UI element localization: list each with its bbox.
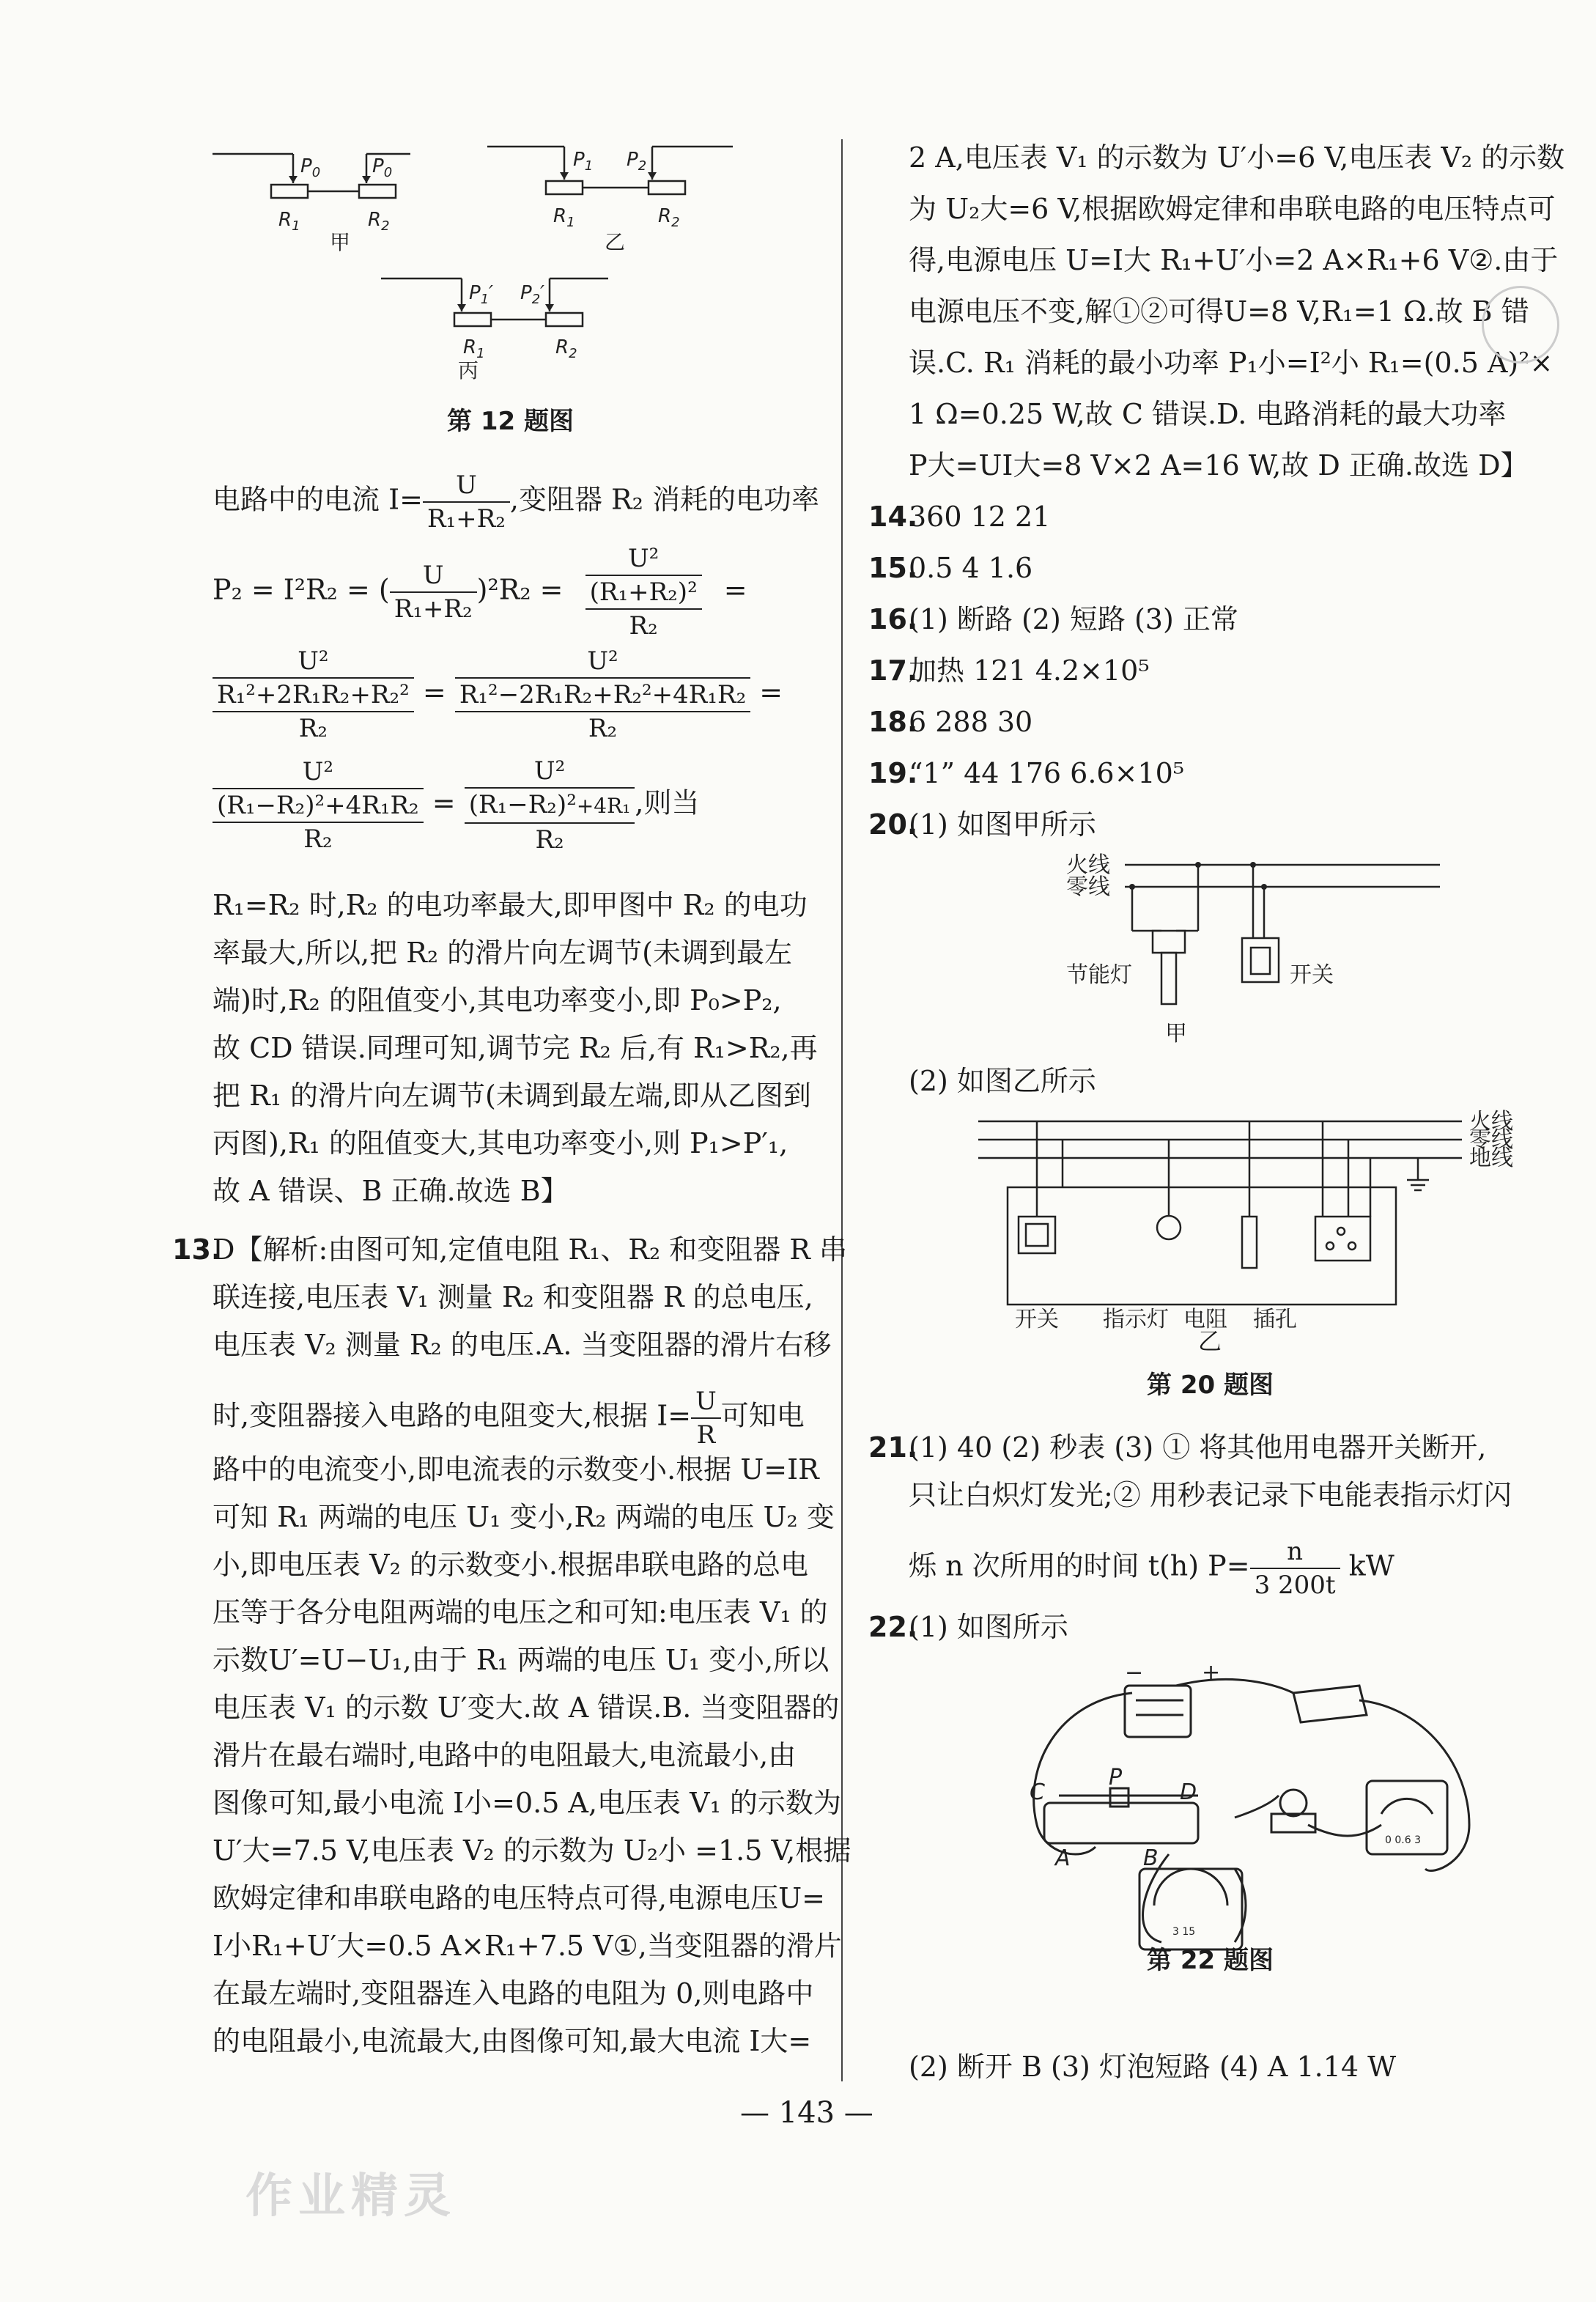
text: 时,变阻器接入电路的电阻变大,根据 I= — [213, 1399, 692, 1432]
fig22-plus-label: + — [1202, 1660, 1221, 1686]
text: ,变阻器 R₂ 消耗的电功率 — [509, 483, 819, 516]
fig12-bing-label: 丙 — [458, 358, 479, 383]
corner-stamp — [1482, 286, 1559, 364]
q13-line-a: D【解析:由图可知,定值电阻 R₁、R₂ 和变阻器 R 串 — [213, 1233, 847, 1266]
q13-line-d — [213, 1385, 805, 1451]
answer-21-number: 21. — [868, 1431, 918, 1464]
right-line-1: 2 A,电压表 V₁ 的示数为 U′小=6 V,电压表 V₂ 的示数 — [909, 141, 1565, 174]
text: kW — [1340, 1549, 1394, 1582]
fig12-p2prime-label: $P_2'$ — [520, 282, 545, 307]
q13-line-h: 压等于各分电阻两端的电压之和可知:电压表 V₁ 的 — [213, 1596, 828, 1628]
fig22-meter-scale-2: 3 15 — [1172, 1926, 1196, 1938]
answer-16: (1) 断路 (2) 短路 (3) 正常 — [909, 603, 1238, 635]
text: = — [432, 786, 456, 819]
q13-line-f: 可知 R₁ 两端的电压 U₁ 变小,R₂ 两端的电压 U₂ 变 — [213, 1501, 835, 1533]
question-13-number: 13. — [172, 1233, 222, 1266]
answer-14: 360 12 21 — [909, 501, 1051, 533]
fig22-b-label: B — [1143, 1845, 1159, 1871]
answer-16-number: 16. — [868, 603, 918, 635]
fig22-p-label: P — [1109, 1765, 1123, 1790]
fraction: $\frac{U}{R}$ — [691, 1385, 721, 1451]
answer-18: 6 288 30 — [909, 706, 1033, 738]
left-para-2: 率最大,所以,把 R₂ 的滑片向左调节(未调到最左 — [213, 937, 792, 969]
answer-20-part-2: (2) 如图乙所示 — [909, 1065, 1096, 1097]
q13-line-o: I小R₁+U′大=0.5 A×R₁+7.5 V①,当变阻器的滑片 — [213, 1930, 842, 1962]
fig20b-lingxian-label: 零线 — [1469, 1127, 1513, 1153]
answer-22-part-1: (1) 如图所示 — [909, 1611, 1068, 1643]
fraction: U² R₁²−2R₁R₂+R₂²+4R₁R₂ R₂ — [455, 645, 750, 745]
left-line-3 — [213, 645, 783, 745]
fig12-p0-label: $P_0$ — [300, 155, 321, 180]
page-number: — 143 — — [740, 2096, 873, 2130]
fraction: U² (R₁−R₂)²+4R₁R₂ R₂ — [213, 756, 424, 855]
fig12-r2-label-yi: $R_2$ — [658, 205, 680, 230]
fig12-p2-label: $P_2$ — [627, 149, 647, 174]
q13-line-c: 电压表 V₂ 测量 R₂ 的电压.A. 当变阻器的滑片右移 — [213, 1329, 832, 1361]
answer-19-number: 19. — [868, 757, 918, 789]
left-para-7: 故 A 错误、B 正确.故选 B】 — [213, 1175, 569, 1207]
right-line-4: 电源电压不变,解①②可得U=8 V,R₁=1 Ω.故 B 错 — [909, 295, 1529, 328]
fig12-r2-label: $R_2$ — [368, 209, 390, 234]
fig20a-huoxian-label: 火线 — [1066, 852, 1110, 878]
answer-17: 加热 121 4.2×10⁵ — [909, 654, 1150, 687]
answer-22-number: 22. — [868, 1611, 918, 1643]
right-line-2: 为 U₂大=6 V,根据欧姆定律和串联电路的电压特点可 — [909, 193, 1556, 225]
fig20-caption: 第 20 题图 — [1147, 1370, 1274, 1400]
right-line-5: 误.C. R₁ 消耗的最小功率 P₁小=I²小 R₁=(0.5 A)²× — [909, 347, 1553, 379]
left-para-5: 把 R₁ 的滑片向左调节(未调到最左端,即从乙图到 — [213, 1080, 811, 1112]
text: )²R₂ = — [476, 573, 564, 606]
fig20b-dixian-label: 地线 — [1469, 1146, 1513, 1171]
q13-line-j: 电压表 V₁ 的示数 U′变大.故 A 错误.B. 当变阻器的 — [213, 1692, 840, 1724]
q13-line-g: 小,即电压表 V₂ 的示数变小.根据串联电路的总电 — [213, 1549, 808, 1581]
answer-19: “1” 44 176 6.6×10⁵ — [909, 757, 1185, 789]
fig20-jia-circuit — [1066, 843, 1447, 1063]
fig12-r1-label-yi: $R_1$ — [553, 205, 575, 230]
text: 可知电 — [720, 1399, 805, 1432]
fig20a-kaiguan-label: 开关 — [1290, 962, 1334, 988]
fraction: U² (R₁−R₂)²+4R₁ R₂ — [465, 755, 635, 856]
fig12-jia-label: 甲 — [330, 230, 351, 254]
text: = — [759, 676, 783, 709]
fig20b-dianzu-label: 电阻 — [1183, 1307, 1227, 1332]
fig20a-jienengdeng-label: 节能灯 — [1066, 962, 1132, 988]
left-line-2 — [213, 542, 747, 642]
answer-21-line-2: 只让白炽灯发光;② 用秒表记录下电能表指示灯闪 — [909, 1479, 1512, 1511]
text: 电路中的电流 I= — [213, 483, 423, 516]
left-para-4: 故 CD 错误.同理可知,调节完 R₂ 后,有 R₁>R₂,再 — [213, 1032, 818, 1064]
q13-line-l: 图像可知,最小电流 I小=0.5 A,电压表 V₁ 的示数为 — [213, 1787, 841, 1819]
right-line-7: P大=UI大=8 V×2 A=16 W,故 D 正确.故选 D】 — [909, 449, 1529, 482]
fig20b-huoxian-label: 火线 — [1469, 1109, 1513, 1135]
text: = — [723, 573, 747, 606]
fig22-circuit-photo — [1015, 1656, 1513, 1949]
fig12-circuit-diagram — [213, 139, 828, 383]
fig12-p1-label: $P_1$ — [573, 149, 594, 174]
left-para-1: R₁=R₂ 时,R₂ 的电功率最大,即甲图中 R₂ 的电功 — [213, 889, 808, 921]
fig22-c-label: C — [1030, 1779, 1045, 1805]
fig20a-jia-label: 甲 — [1165, 1021, 1187, 1047]
answer-20-part-1: (1) 如图甲所示 — [909, 808, 1096, 841]
answer-14-number: 14. — [868, 501, 918, 533]
q13-line-i: 示数U′=U−U₁,由于 R₁ 两端的电压 U₁ 变小,所以 — [213, 1644, 830, 1676]
q13-line-k: 滑片在最右端时,电路中的电阻最大,电流最小,由 — [213, 1739, 797, 1771]
answer-22-part-2: (2) 断开 B (3) 灯泡短路 (4) A 1.14 W — [909, 2051, 1397, 2083]
left-line-4 — [213, 755, 700, 856]
fraction: $\frac{U}{\text{R₁+R₂}}$ — [423, 469, 510, 535]
answer-15-number: 15. — [868, 552, 918, 584]
fig20b-chakong-label: 插孔 — [1253, 1307, 1297, 1332]
fig20b-zhishideng-label: 指示灯 — [1103, 1307, 1169, 1332]
left-line-1 — [213, 469, 819, 535]
right-line-3: 得,电源电压 U=I大 R₁+U′小=2 A×R₁+6 V②.由于 — [909, 244, 1559, 276]
fig20-yi-circuit — [964, 1107, 1521, 1332]
q13-line-b: 联连接,电压表 V₁ 测量 R₂ 和变阻器 R 的总电压, — [213, 1281, 813, 1313]
answer-18-number: 18. — [868, 706, 918, 738]
q13-line-e: 路中的电流变小,即电流表的示数变小.根据 U=IR — [213, 1453, 819, 1486]
q13-line-q: 的电阻最小,电流最大,由图像可知,最大电流 I大= — [213, 2025, 812, 2057]
fig22-meter-scale-1: 0 0.6 3 — [1385, 1834, 1421, 1846]
text: ,则当 — [635, 786, 700, 819]
fraction: $\frac{n}{3 200t}$ — [1250, 1535, 1340, 1601]
watermark: 作业精灵 — [245, 2169, 457, 2224]
fig22-minus-label: − — [1125, 1660, 1144, 1686]
fig22-caption: 第 22 题图 — [1147, 1946, 1274, 1975]
fig22-d-label: D — [1180, 1779, 1197, 1805]
left-para-3: 端)时,R₂ 的阻值变小,其电功率变小,即 P₀>P₂, — [213, 984, 782, 1017]
fraction: U² R₁²+2R₁R₂+R₂² R₂ — [213, 645, 414, 745]
fig12-p0-label-2: $P_0$ — [372, 155, 393, 180]
fraction: $\frac{U}{\text{R₁+R₂}}$ — [390, 559, 477, 625]
fig20b-yi-label: 乙 — [1198, 1327, 1222, 1355]
q13-line-n: 欧姆定律和串联电路的电压特点可得,电源电压U= — [213, 1882, 825, 1914]
text: P₂ = I²R₂ = ( — [213, 573, 390, 606]
text: 烁 n 次所用的时间 t(h) P= — [909, 1549, 1250, 1582]
fig12-r1-label: $R_1$ — [278, 209, 300, 234]
fig20b-kaiguan-label: 开关 — [1015, 1307, 1059, 1332]
answer-17-number: 17. — [868, 654, 918, 687]
fig12-caption: 第 12 题图 — [447, 407, 574, 436]
answer-15: 0.5 4 1.6 — [909, 552, 1033, 584]
right-line-6: 1 Ω=0.25 W,故 C 错误.D. 电路消耗的最大功率 — [909, 398, 1507, 430]
q13-line-p: 在最左端时,变阻器连入电路的电阻为 0,则电路中 — [213, 1977, 814, 2010]
answer-21-line-1: (1) 40 (2) 秒表 (3) ① 将其他用电器开关断开, — [909, 1431, 1487, 1464]
column-divider — [841, 139, 843, 2081]
answer-20-number: 20. — [868, 808, 918, 841]
answer-21-line-3 — [909, 1535, 1394, 1601]
fig12-r1-label-bing: $R_1$ — [463, 336, 485, 361]
fig12-yi-label: 乙 — [605, 230, 626, 254]
fig12-p1prime-label: $P_1'$ — [469, 282, 494, 307]
fraction: U² (R₁+R₂)² R₂ — [585, 542, 702, 642]
fig12-r2-label-bing: $R_2$ — [555, 336, 577, 361]
text: = — [422, 676, 446, 709]
fig22-a-label: A — [1055, 1845, 1071, 1871]
left-para-6: 丙图),R₁ 的阻值变大,其电功率变小,则 P₁>P′₁, — [213, 1127, 788, 1159]
q13-line-m: U′大=7.5 V,电压表 V₂ 的示数为 U₂小 =1.5 V,根据 — [213, 1834, 851, 1867]
fig20a-lingxian-label: 零线 — [1066, 874, 1110, 900]
